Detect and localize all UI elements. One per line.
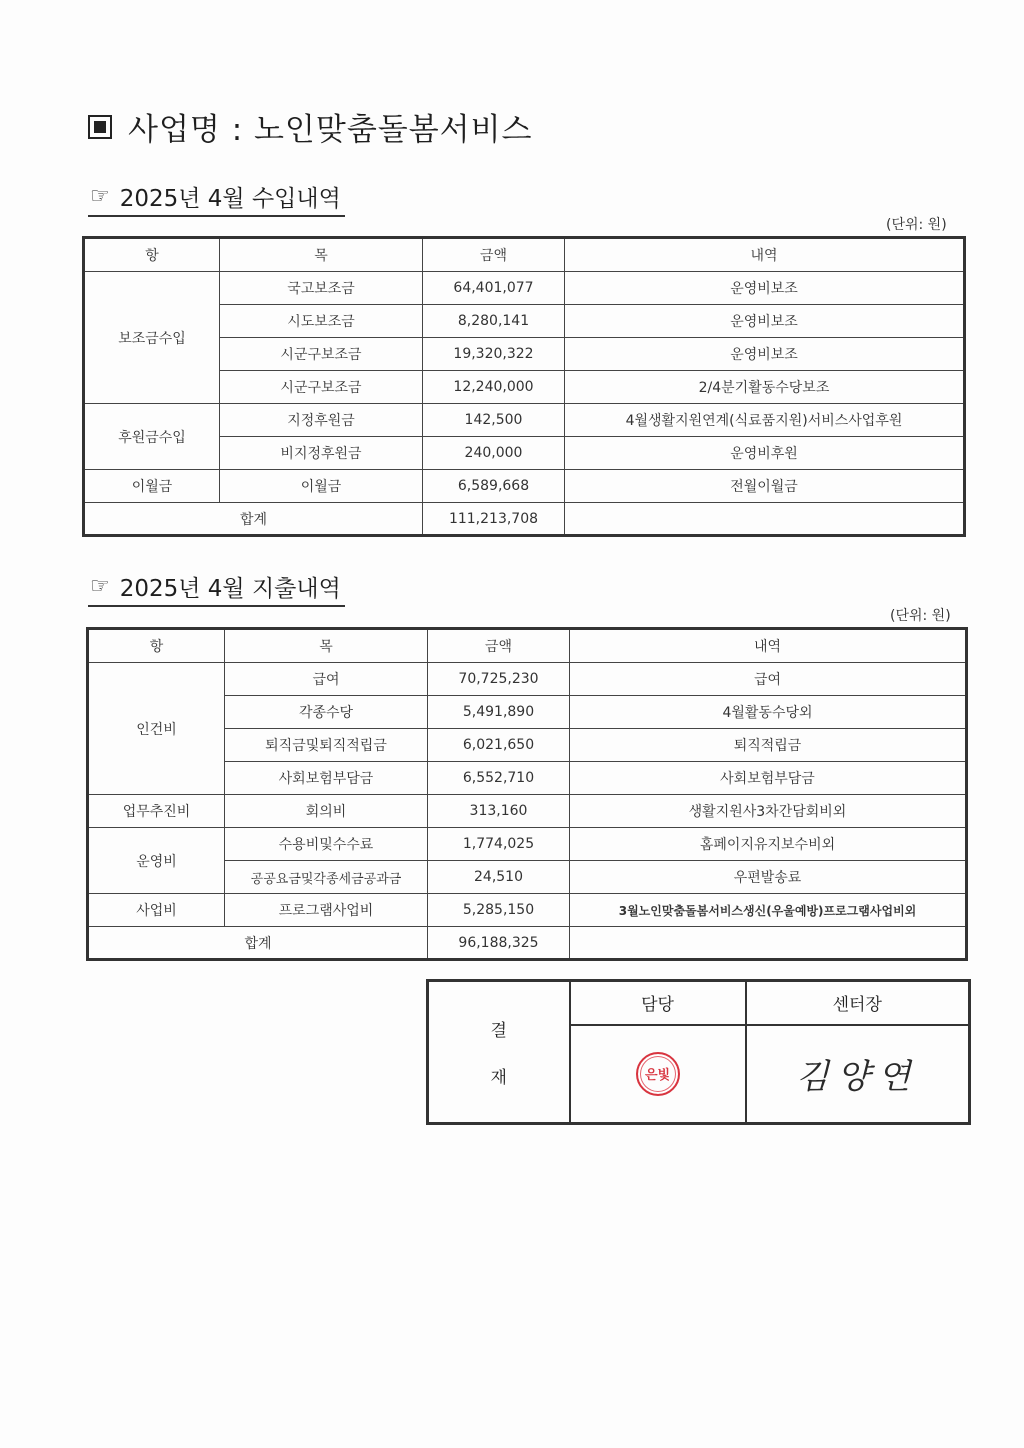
- item-cell: 공공요금및각종세금공과금: [225, 861, 428, 894]
- red-seal-stamp: 은빛: [636, 1052, 680, 1096]
- detail-cell: 운영비보조: [565, 272, 965, 305]
- staff-sign-cell: [570, 1025, 746, 1124]
- approval-label-cell: [428, 981, 570, 1124]
- expense-heading-text: 2025년 4월 지출내역: [119, 576, 341, 602]
- item-cell: 사회보험부담금: [225, 762, 428, 795]
- item-cell: 퇴직금및퇴직적립금: [225, 729, 428, 762]
- header-amount: 금액: [423, 238, 565, 272]
- category-cell: 이월금: [84, 470, 220, 503]
- income-unit: (단위: 원): [886, 217, 947, 233]
- total-amount: 96,188,325: [428, 927, 570, 960]
- detail-cell: 우편발송료: [570, 861, 967, 894]
- amount-cell: 1,774,025: [428, 828, 570, 861]
- category-cell: 업무추진비: [88, 795, 225, 828]
- total-detail: [570, 927, 967, 960]
- detail-cell: 사회보험부담금: [570, 762, 967, 795]
- detail-cell: 퇴직적립금: [570, 729, 967, 762]
- pointing-hand-icon: ☞: [90, 184, 110, 209]
- detail-cell: 전월이월금: [565, 470, 965, 503]
- amount-cell: 5,491,890: [428, 696, 570, 729]
- item-cell: 회의비: [225, 795, 428, 828]
- amount-cell: 142,500: [423, 404, 565, 437]
- detail-cell: 홈페이지유지보수비외: [570, 828, 967, 861]
- category-cell: 인건비: [88, 663, 225, 795]
- expense-heading: [88, 570, 345, 607]
- total-detail: [565, 503, 965, 536]
- header-item: 목: [225, 629, 428, 663]
- detail-cell: 생활지원사3차간담회비외: [570, 795, 967, 828]
- item-cell: 시도보조금: [220, 305, 423, 338]
- approval-label-top: 결: [490, 1021, 507, 1041]
- amount-cell: 19,320,322: [423, 338, 565, 371]
- item-cell: 비지정후원금: [220, 437, 423, 470]
- item-cell: 시군구보조금: [220, 371, 423, 404]
- category-cell: 후원금수입: [84, 404, 220, 470]
- detail-cell: 운영비보조: [565, 338, 965, 371]
- amount-cell: 6,021,650: [428, 729, 570, 762]
- detail-cell: 2/4분기활동수당보조: [565, 371, 965, 404]
- item-cell: 국고보조금: [220, 272, 423, 305]
- amount-cell: 70,725,230: [428, 663, 570, 696]
- detail-cell: 4월활동수당외: [570, 696, 967, 729]
- detail-cell: 급여: [570, 663, 967, 696]
- table-row: [84, 470, 965, 503]
- staff-header: 담당: [570, 981, 746, 1025]
- income-heading: [88, 180, 345, 217]
- header-category: 항: [84, 238, 220, 272]
- amount-cell: 240,000: [423, 437, 565, 470]
- director-signature: 김양연: [795, 1057, 919, 1098]
- table-row: [84, 272, 965, 305]
- amount-cell: 6,552,710: [428, 762, 570, 795]
- detail-cell: 운영비보조: [565, 305, 965, 338]
- pointing-hand-icon: ☞: [90, 574, 110, 599]
- director-header: 센터장: [746, 981, 970, 1025]
- total-row: [84, 503, 965, 536]
- table-row: [84, 404, 965, 437]
- table-row: [88, 663, 967, 696]
- item-cell: 이월금: [220, 470, 423, 503]
- expense-table: [86, 627, 968, 961]
- amount-cell: 313,160: [428, 795, 570, 828]
- header-category: 항: [88, 629, 225, 663]
- amount-cell: 6,589,668: [423, 470, 565, 503]
- total-label: 합계: [84, 503, 423, 536]
- amount-cell: 64,401,077: [423, 272, 565, 305]
- header-detail: 내역: [565, 238, 965, 272]
- income-table: [82, 236, 966, 537]
- header-item: 목: [220, 238, 423, 272]
- table-row: [88, 828, 967, 861]
- item-cell: 시군구보조금: [220, 338, 423, 371]
- income-header-row: [84, 238, 965, 272]
- category-cell: 사업비: [88, 894, 225, 927]
- detail-cell: 3월노인맞춤돌봄서비스생신(우울예방)프로그램사업비외: [570, 894, 967, 927]
- table-row: [88, 894, 967, 927]
- item-cell: 급여: [225, 663, 428, 696]
- amount-cell: 12,240,000: [423, 371, 565, 404]
- page-title-text: 사업명 : 노인맞춤돌봄서비스: [128, 112, 533, 148]
- detail-cell: 4월생활지원연계(식료품지원)서비스사업후원: [565, 404, 965, 437]
- total-label: 합계: [88, 927, 428, 960]
- item-cell: 각종수당: [225, 696, 428, 729]
- header-amount: 금액: [428, 629, 570, 663]
- detail-cell: 운영비후원: [565, 437, 965, 470]
- category-cell: 보조금수입: [84, 272, 220, 404]
- approval-label-bottom: 재: [490, 1068, 507, 1088]
- director-sign-cell: [746, 1025, 970, 1124]
- total-row: [88, 927, 967, 960]
- category-cell: 운영비: [88, 828, 225, 894]
- amount-cell: 24,510: [428, 861, 570, 894]
- item-cell: 지정후원금: [220, 404, 423, 437]
- amount-cell: 5,285,150: [428, 894, 570, 927]
- item-cell: 프로그램사업비: [225, 894, 428, 927]
- amount-cell: 8,280,141: [423, 305, 565, 338]
- expense-header-row: [88, 629, 967, 663]
- square-bullet-icon: [88, 115, 112, 139]
- income-heading-text: 2025년 4월 수입내역: [119, 186, 341, 212]
- table-row: [88, 795, 967, 828]
- approval-table: [426, 979, 971, 1125]
- page-title: [88, 104, 533, 149]
- item-cell: 수용비및수수료: [225, 828, 428, 861]
- header-detail: 내역: [570, 629, 967, 663]
- total-amount: 111,213,708: [423, 503, 565, 536]
- expense-unit: (단위: 원): [890, 608, 951, 624]
